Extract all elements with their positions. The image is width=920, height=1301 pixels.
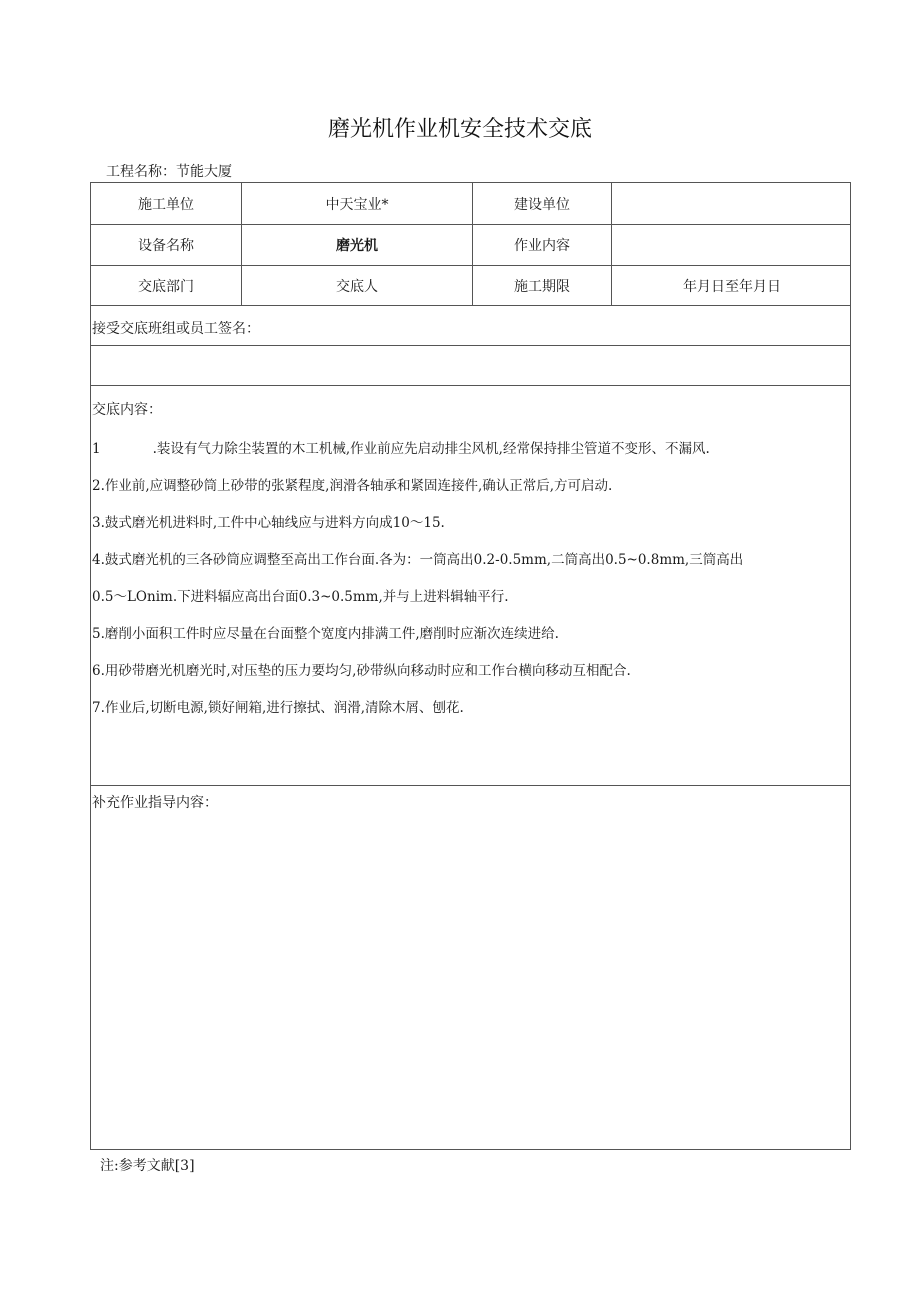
construction-period-value: 年月日至年月日 [611,266,852,305]
signature-label: 接受交底班组或员工签名： [92,321,260,337]
item-1-number: 1 [92,441,101,457]
disclosure-content [91,386,850,786]
content-item-4b: 0.5～LOnim.下进料辐应高出台面0.3~0.5mm,并与上进料辑轴平行. [92,589,509,605]
project-name: 工程名称：节能大厦 [106,164,232,180]
table-row [91,183,850,225]
item-1-text: .装设有气力除尘装置的木工机械,作业前应先启动排尘风机,经常保持排尘管道不变形、不漏风. [152,441,710,457]
owner-unit-label: 建设单位 [472,183,611,224]
signature-row [91,306,850,346]
content-item-3: 3.鼓式磨光机进料时,工件中心轴线应与进料方向成10～15. [92,515,445,531]
reference-note: 注:参考文献[3] [100,1158,195,1174]
content-item-7: 7.作业后,切断电源,锁好闸箱,进行擦拭、润滑,清除木屑、刨花. [92,700,464,716]
construction-period-label: 施工期限 [472,266,611,305]
supplement-label: 补充作业指导内容： [92,795,218,811]
work-content-value [611,225,852,265]
owner-unit-value [611,183,852,224]
equipment-name-label: 设备名称 [138,238,194,254]
disclosure-table [90,182,851,1150]
content-item-5: 5.磨削小面积工件时应尽量在台面整个宽度内排满工件,磨削时应渐次连续进给. [92,626,559,642]
content-item-6: 6.用砂带磨光机磨光时,对压垫的压力要均匀,砂带纵向移动时应和工作台横向移动互相配合. [92,663,631,679]
supplement-section [91,786,850,1149]
content-label: 交底内容： [92,402,162,418]
work-content-label: 作业内容 [472,225,611,265]
document-title: 磨光机作业机安全技术交底 [327,117,592,142]
table-row [91,266,850,306]
content-item-4a: 4.鼓式磨光机的三各砂筒应调整至高出工作台面.各为：一筒高出0.2-0.5mm,二筒高出0.5~0.8mm,三筒高出 [92,552,744,568]
content-item-2: 2.作业前,应调整砂筒上砂带的张紧程度,润滑各轴承和紧固连接件,确认正常后,方可启动. [92,478,613,494]
table-row [91,225,850,266]
signature-area [91,346,850,386]
equipment-name-value: 磨光机 [241,225,472,265]
disclosure-dept-label: 交底部门 [138,278,194,295]
construction-unit-value: 中天宝业* [241,183,472,224]
construction-unit-label: 施工单位 [138,196,194,213]
content-item-1 [92,437,710,457]
discloser-label: 交底人 [241,266,472,305]
